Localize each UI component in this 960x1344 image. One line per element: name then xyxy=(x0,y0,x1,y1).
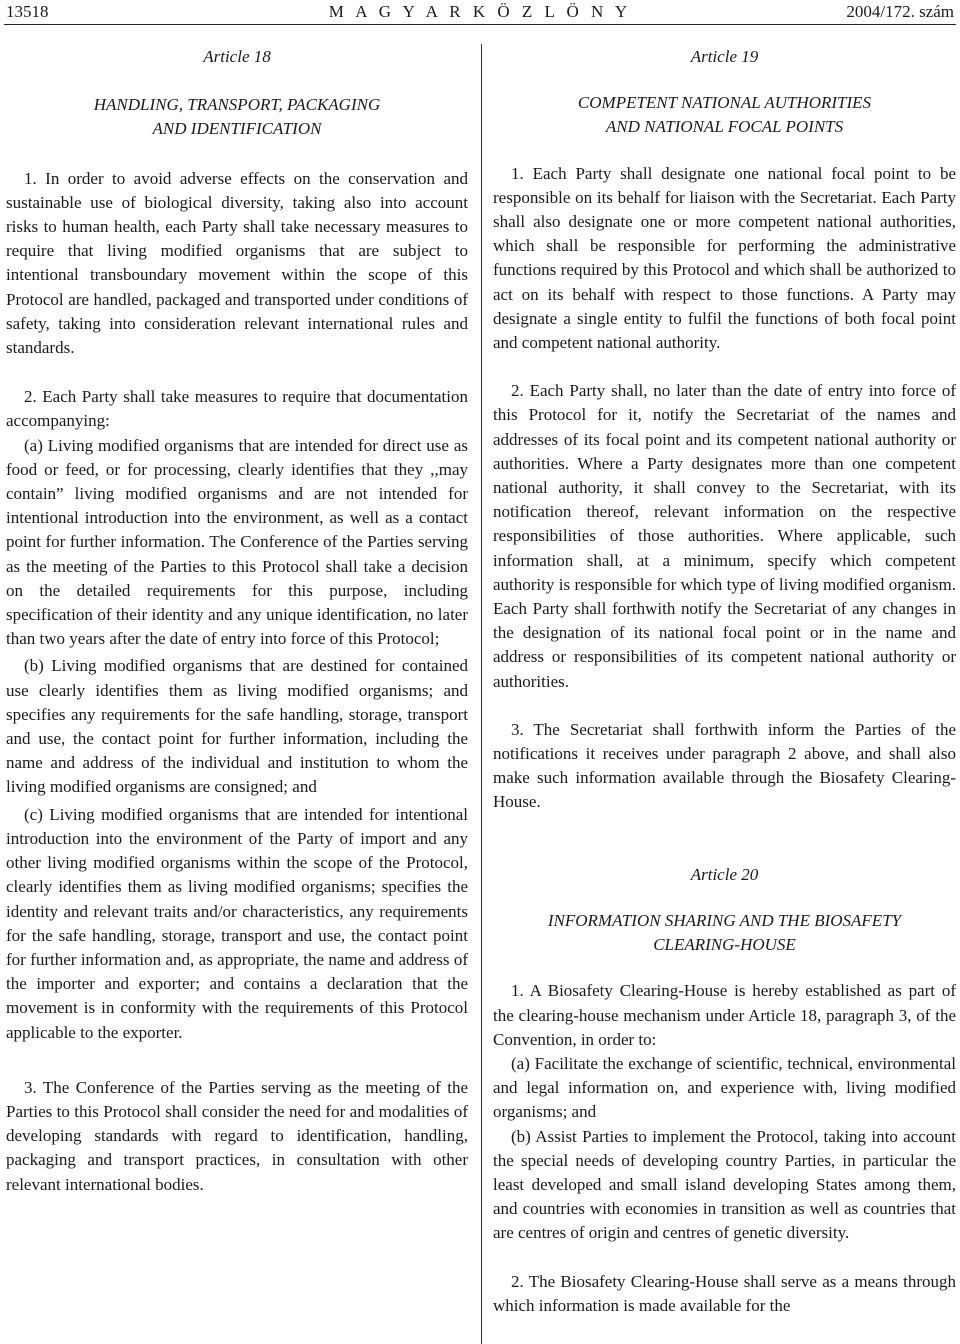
header-rule xyxy=(4,24,956,25)
column-divider xyxy=(481,44,482,1344)
article-19-paragraph-2: 2. Each Party shall, no later than the date of entry into force of this Protocol for it, notify the Secretariat of the names and addresses of its focal point and its competent national authority or authorities. Where a Party designates more than one competent national authority, it shall convey to the Secretariat, with its notification thereof, relevant information on the respective responsibilities of those authorities. Where applicable, such information shall, at a minimum, specify which competent authority is responsible for which type of living modified organism. Each Party shall forthwith notify the Secretariat of any changes in the designation of its national focal point or in the name and address or responsibilities of its competent national authority or authorities. xyxy=(493,381,956,691)
article-20-title: Article 20 xyxy=(690,864,759,884)
right-column xyxy=(493,44,956,1318)
page-number: 13518 xyxy=(6,2,49,21)
article-20-paragraph-1a: (a) Facilitate the exchange of scientific, technical, environmental and legal information on, and experience with, living modified organisms; and xyxy=(493,1053,956,1122)
article-18-heading-line2: AND IDENTIFICATION xyxy=(152,119,322,139)
article-19-title: Article 19 xyxy=(690,47,759,66)
article-18-paragraph-2b: (b) Living modified organisms that are destined for contained use clearly identifies them as living modified organisms; and specifies any requirements for the safe handling, storage, transport and use, the contact point for further information, including the name and address of the individual and institution to whom the living modified organisms are consigned; and xyxy=(6,656,468,797)
article-20-paragraph-1: 1. A Biosafety Clearing-House is hereby established as part of the clearing-house mechanism under Article 18, paragraph 3, of the Convention, in order to: xyxy=(493,981,956,1049)
article-19-heading-line1: COMPETENT NATIONAL AUTHORITIES xyxy=(577,93,872,113)
article-20-paragraph-2: 2. The Biosafety Clearing-House shall serve as a means through which information is made available for the xyxy=(493,1271,956,1315)
article-18-paragraph-2a: (a) Living modified organisms that are intended for direct use as food or feed, or for processing, clearly identifies that they ,,may contain” living modified organisms and are not intended for intentional introduction into the environment, as well as a contact point for further information. The Conference of the Parties serving as the meeting of the Parties to this Protocol shall take a decision on the detailed requirements for this purpose, including specification of their identity and any unique identification, no later than two years after the date of entry into force of this Protocol; xyxy=(6,435,468,649)
article-19-paragraph-3: 3. The Secretariat shall forthwith inform the Parties of the notifications it receives under paragraph 2 above, and shall also make such information available through the Biosafety Clearing-House. xyxy=(493,719,956,812)
article-19-paragraph-1: 1. Each Party shall designate one national focal point to be responsible on its behalf for liaison with the Secretariat. Each Party shall also designate one or more competent national authorities, which shall be responsible for performing the administrative functions required by this Protocol and which shall be authorized to act on its behalf with respect to those functions. A Party may designate a single entity to fulfil the functions of both focal point and competent national authority. xyxy=(493,163,956,353)
article-20-paragraph-1b: (b) Assist Parties to implement the Protocol, taking into account the special needs of developing country Parties, in particular the least developed and small island developing States among them, and countries with economies in transition as well as countries that are centres of origin and centres of genetic diversity. xyxy=(493,1126,956,1243)
issue-number: 2004/172. szám xyxy=(846,2,954,21)
article-18-paragraph-2c: (c) Living modified organisms that are intended for intentional introduction into the environment of the Party of import and any other living modified organisms within the scope of the Protocol, clearly identifies them as living modified organisms; specifies the identity and relevant traits and/or characteristics, any requirements for the safe handling, storage, transport and use, the contact point for further information and, as appropriate, the name and address of the importer and exporter; and contains a declaration that the movement is in conformity with the requirements of this Protocol applicable to the exporter. xyxy=(6,804,468,1042)
article-18-paragraph-2-intro: 2. Each Party shall take measures to require that documentation accompanying: xyxy=(6,387,468,431)
journal-title: M A G Y A R K Ö Z L Ö N Y xyxy=(328,2,632,21)
article-18-paragraph-3: 3. The Conference of the Parties serving as the meeting of the Parties to this Protocol shall consider the need for and modalities of developing standards with regard to identification, handling, packaging and transport practices, in consultation with other relevant international bodies. xyxy=(6,1077,468,1194)
article-20-heading-line2: CLEARING-HOUSE xyxy=(653,935,796,955)
article-18-paragraph-1: 1. In order to avoid adverse effects on the conservation and sustainable use of biological diversity, taking also into account risks to human health, each Party shall take necessary measures to require that living modified organisms that are subject to intentional transboundary movement within the scope of this Protocol are handled, packaged and transported under conditions of safety, taking into consideration relevant international rules and standards. xyxy=(6,168,468,358)
left-column xyxy=(6,44,468,1197)
article-19-heading-line2: AND NATIONAL FOCAL POINTS xyxy=(605,117,844,137)
article-20-heading-line1: INFORMATION SHARING AND THE BIOSAFETY xyxy=(547,910,902,930)
article-18-heading-line1: HANDLING, TRANSPORT, PACKAGING xyxy=(93,95,381,115)
page-header xyxy=(0,0,960,24)
article-18-title: Article 18 xyxy=(203,47,271,66)
